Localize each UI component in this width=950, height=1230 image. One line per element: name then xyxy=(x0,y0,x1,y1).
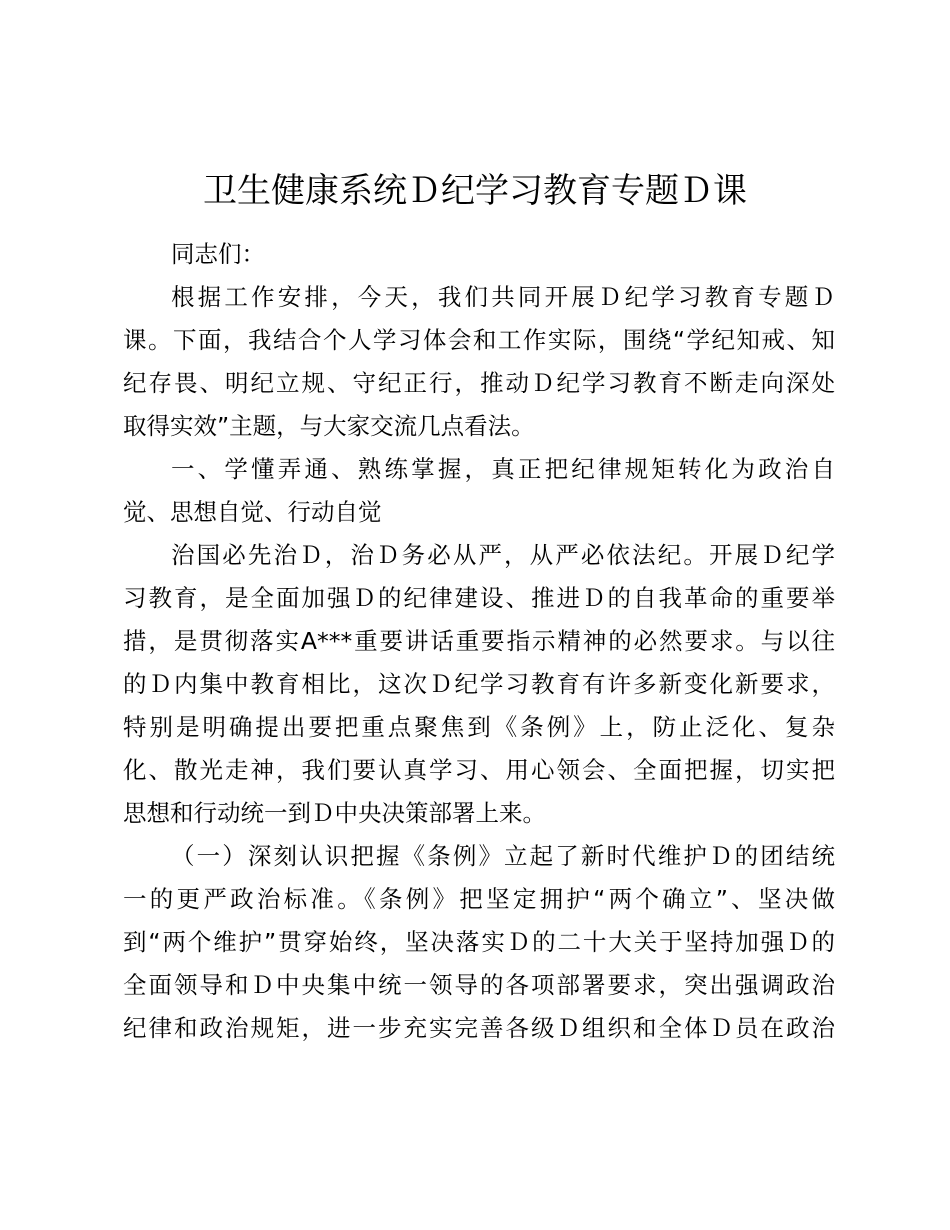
paragraph-line: 根据工作安排，今天，我们共同开展Ｄ纪学习教育专题Ｄ xyxy=(171,283,835,311)
paragraph-line: 纪律和政治规矩，进一步充实完善各级Ｄ组织和全体Ｄ员在政治 xyxy=(123,1014,835,1042)
document-title: 卫生健康系统Ｄ纪学习教育专题Ｄ课 xyxy=(203,171,747,211)
document-body xyxy=(123,233,835,1050)
salutation-line: 同志们： xyxy=(171,240,265,268)
paragraph-line: 的Ｄ内集中教育相比，这次Ｄ纪学习教育有许多新变化新要求， xyxy=(123,670,835,698)
subsection-line: （一）深刻认识把握《条例》立起了新时代维护Ｄ的团结统 xyxy=(171,842,835,870)
paragraph-line: 纪存畏、明纪立规、守纪正行，推动Ｄ纪学习教育不断走向深处 xyxy=(123,369,835,397)
paragraph-line: 措，是贯彻落实A***重要讲话重要指示精神的必然要求。与以往 xyxy=(123,627,835,655)
section-heading-line: 一、学懂弄通、熟练掌握，真正把纪律规矩转化为政治自 xyxy=(171,455,835,483)
paragraph-line: 全面领导和Ｄ中央集中统一领导的各项部署要求，突出强调政治 xyxy=(123,971,835,999)
paragraph-line: 治国必先治Ｄ，治Ｄ务必从严，从严必依法纪。开展Ｄ纪学 xyxy=(171,541,835,569)
paragraph-line: 到“两个维护”贯穿始终，坚决落实Ｄ的二十大关于坚持加强Ｄ的 xyxy=(123,928,835,956)
paragraph-line: 化、散光走神，我们要认真学习、用心领会、全面把握，切实把 xyxy=(123,756,835,784)
paragraph-line: 课。下面，我结合个人学习体会和工作实际，围绕“学纪知戒、知 xyxy=(123,326,835,354)
paragraph-line: 思想和行动统一到Ｄ中央决策部署上来。 xyxy=(123,799,546,827)
section-heading-line: 觉、思想自觉、行动自觉 xyxy=(123,498,382,526)
paragraph-line: 习教育，是全面加强Ｄ的纪律建设、推进Ｄ的自我革命的重要举 xyxy=(123,584,835,612)
paragraph-line: 特别是明确提出要把重点聚焦到《条例》上，防止泛化、复杂 xyxy=(123,713,835,741)
paragraph-line: 一的更严政治标准。《条例》把坚定拥护“两个确立”、坚决做 xyxy=(123,885,835,913)
paragraph-line: 取得实效”主题，与大家交流几点看法。 xyxy=(123,412,535,440)
